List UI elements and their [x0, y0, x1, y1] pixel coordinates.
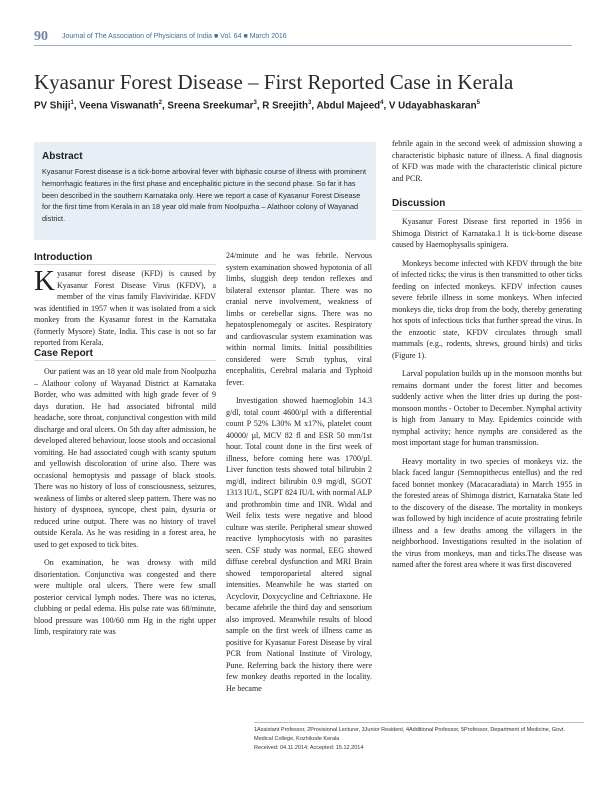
author-name: Abdul Majeed — [316, 100, 381, 112]
introduction-text: yasanur forest disease (KFD) is caused by Kyasanur Forest Disease Virus (KFDV), a member of the virus family Flaviviridae. KFDV was identified in 1957 when it was isolated from a sick monkey from the Kyasanur forest in the Karnataka (formerly Mysore) State, India. This case is not so far reported from Kerala. — [34, 269, 216, 347]
paragraph: febrile again in the second week of admission showing a characteristic biphasic nature of illness. A final diagnosis of KFD was made with the characteristic clinical picture and PCR. — [392, 139, 582, 183]
author-name: Sreena Sreekumar — [167, 100, 254, 112]
introduction-heading: Introduction — [34, 252, 93, 263]
column-two-body — [226, 250, 372, 701]
paragraph: Larval population builds up in the monsoon months but remains dormant under the forest litter and becomes suddenly active when the litter dries up during the post-monsoon months - October to December. Nymphal activity is high from January to May. Epidemics coincide with nymphal activity; hence nymphs are considered as the most important stage for human transmission. — [392, 369, 582, 447]
affiliations: 1Assistant Professor, 2Provisional Lecturer, 3Junior Resident, 4Additional Professor, 5Professor, Department of Medicine, Govt. Medical College, Kozhikode Kerala — [254, 727, 565, 742]
paragraph: Investigation showed haemoglobin 14.3 g/dl, total count 4600/µl with a differential count P 52% L30% M x17%, platelet count 40000/ µl, MCV 82 fl and ESR 50 mm/1st hour. Total count done in the first week of illness, before coming here was 1700/µl. Liver function tests showed total bilirubin 2 mg/dl, indirect bilirubin 0.9 mg/dl, SGOT 1313 IU/L, SGPT 824 IU/L with normal ALP and prothrombin time and INR. Widal and Weil felix tests were negative and blood culture was sterile. Peripheral smear showed reactive lymphocytosis with no parasites seen. CSF study was normal, EEG showed diffuse cerebral dysfunction and MRI Brain showed temporoparietal altered signal intensities. Meanwhile he was started on Acyclovir, Doxycycline and Ceftriaxone. He became afebrile the third day and sensorium also improved. Meanwhile results of blood sample on the first week of illness came as positive for Kyasanur Forest Disease by viral PCR from National Institute of Virology, Pune. Referring back the history there were few monkey deaths reported in the locality. He became — [226, 396, 372, 693]
introduction-body — [34, 265, 216, 356]
abstract-text: Kyasanur Forest disease is a tick-borne arboviral fever with biphasic course of illness with prominent hemorrhagic features in the first phase and encephalitic picture in the second phase. So far it has been described in the southern Karnataka only. Here we report a case of Kyasanur Forest Disease for the first time from Kerala in an 18 year old male from Noolpuzha – Alathoor colony of Wayanad district. — [42, 167, 367, 224]
paragraph: 24/minute and he was febrile. Nervous system examination showed hypotonia of all limbs, sluggish deep tendon reflexes and bilateral extensor plantar. There was no cranial nerve involvement, weakness of limbs or cerebellar signs. There was no hepatosplenomegaly or ascites. Respiratory and cardiovascular system examination was within normal limits. Initial possibilities considered were Scrub typhus, viral encephalitis, Cerebral malaria and Typhoid fever. — [226, 251, 372, 387]
author-list: PV Shiji$^1$, Veena Viswanath$^2$, Sreena Sreekumar$^3$, R Sreejith$^3$, Abdul Majeed$^4$, V Udayabhaskaran$^5$ — [34, 100, 480, 112]
dropcap-letter: K — [34, 265, 55, 297]
running-header — [0, 30, 600, 48]
article-title: Kyasanur Forest Disease – First Reported Case in Kerala — [34, 70, 514, 94]
discussion-body — [392, 216, 582, 578]
paragraph: Our patient was an 18 year old male from Noolpuzha – Alathoor colony of Wayanad District at Karnataka Border, who was admitted with high grade fever of 9 days duration. He had associated bifrontal mild headache, sore throat, conjunctival congestion with mild discharge and oral ulcers. On 5th day after admission, he developed altered behaviour, loose stools and occasional vomiting. He had associated cough with scanty sputum and yellowish discoloration of urine also. There was occasional hemoptysis and passage of black stools. There was no history of loss of consciousness, seizures, weakness of limbs or altered sleep pattern. There was no history of dyspnoea, syncope, chest pain, dysuria or reduced urine output. There was no history of travel outside Kerala. As he was residing in a forest area, he used to get exposed to tick bites. — [34, 367, 216, 549]
header-rule — [34, 45, 572, 46]
author-name: PV Shiji — [34, 100, 71, 112]
footnote-rule — [254, 722, 584, 723]
author-name: Veena Viswanath — [79, 100, 159, 112]
author-name: R Sreejith — [262, 100, 308, 112]
case-report-heading: Case Report — [34, 348, 93, 359]
case-report-body — [34, 366, 216, 645]
paragraph: Kyasanur Forest Disease first reported in 1956 in Shimoga District of Karnataka.1 It is tick-borne disease caused by Haemophysalis spinigera. — [392, 217, 582, 249]
received-dates: Received: 04.11.2014; Accepted: 15.12.2014 — [254, 745, 364, 751]
section-rule — [34, 264, 216, 265]
abstract-heading: Abstract — [42, 151, 83, 162]
paragraph: Monkeys become infected with KFDV through the bite of infected ticks; the virus is then transmitted to other ticks feeding on infected monkeys. KFDV infection causes severe febrile illness in some monkeys. When infected monkeys die, ticks drop from the body, thereby generating hot spots of infectious ticks that further spread the virus. In the enzootic state, KFDV circulates through small mammals (e.g., rodents, shrews, ground birds) and ticks (Figure 1). — [392, 258, 582, 360]
discussion-heading: Discussion — [392, 198, 446, 209]
page-number: 90 — [34, 29, 48, 44]
section-rule — [34, 360, 216, 361]
abstract-box — [34, 142, 376, 240]
journal-line: Journal of The Association of Physicians of India ■ Vol. 64 ■ March 2016 — [62, 33, 287, 40]
author-name: V Udayabhaskaran — [388, 100, 477, 112]
column-three-top — [392, 138, 582, 191]
paragraph: On examination, he was drowsy with mild disorientation. Conjunctiva was congested and there were multiple oral ulcers. There were few small posterior cervical lymph nodes. There was no icterus, clubbing or pedal edema. His pulse rate was 68/minute, blood pressure was 100/60 mm Hg in the right upper limb, respiratory rate was — [34, 558, 216, 636]
section-rule — [392, 210, 582, 211]
footnote — [254, 726, 584, 753]
paragraph: Heavy mortality in two species of monkeys viz. the black faced langur (Semnopithecus entellus) and the red faced bonnet monkey (Macacaradiata) in March 1955 in the forested areas of Shimoga district, Karnataka State led to the discovery of the disease. The mortality in monkeys was followed by high incidence of acute prostrating febrile illness and a few deaths among the villagers in the neighborhood. Investigations resulted in the isolation of the virus from monkeys, man and ticks.The disease was named after the forest area where it was first discovered — [392, 456, 582, 569]
